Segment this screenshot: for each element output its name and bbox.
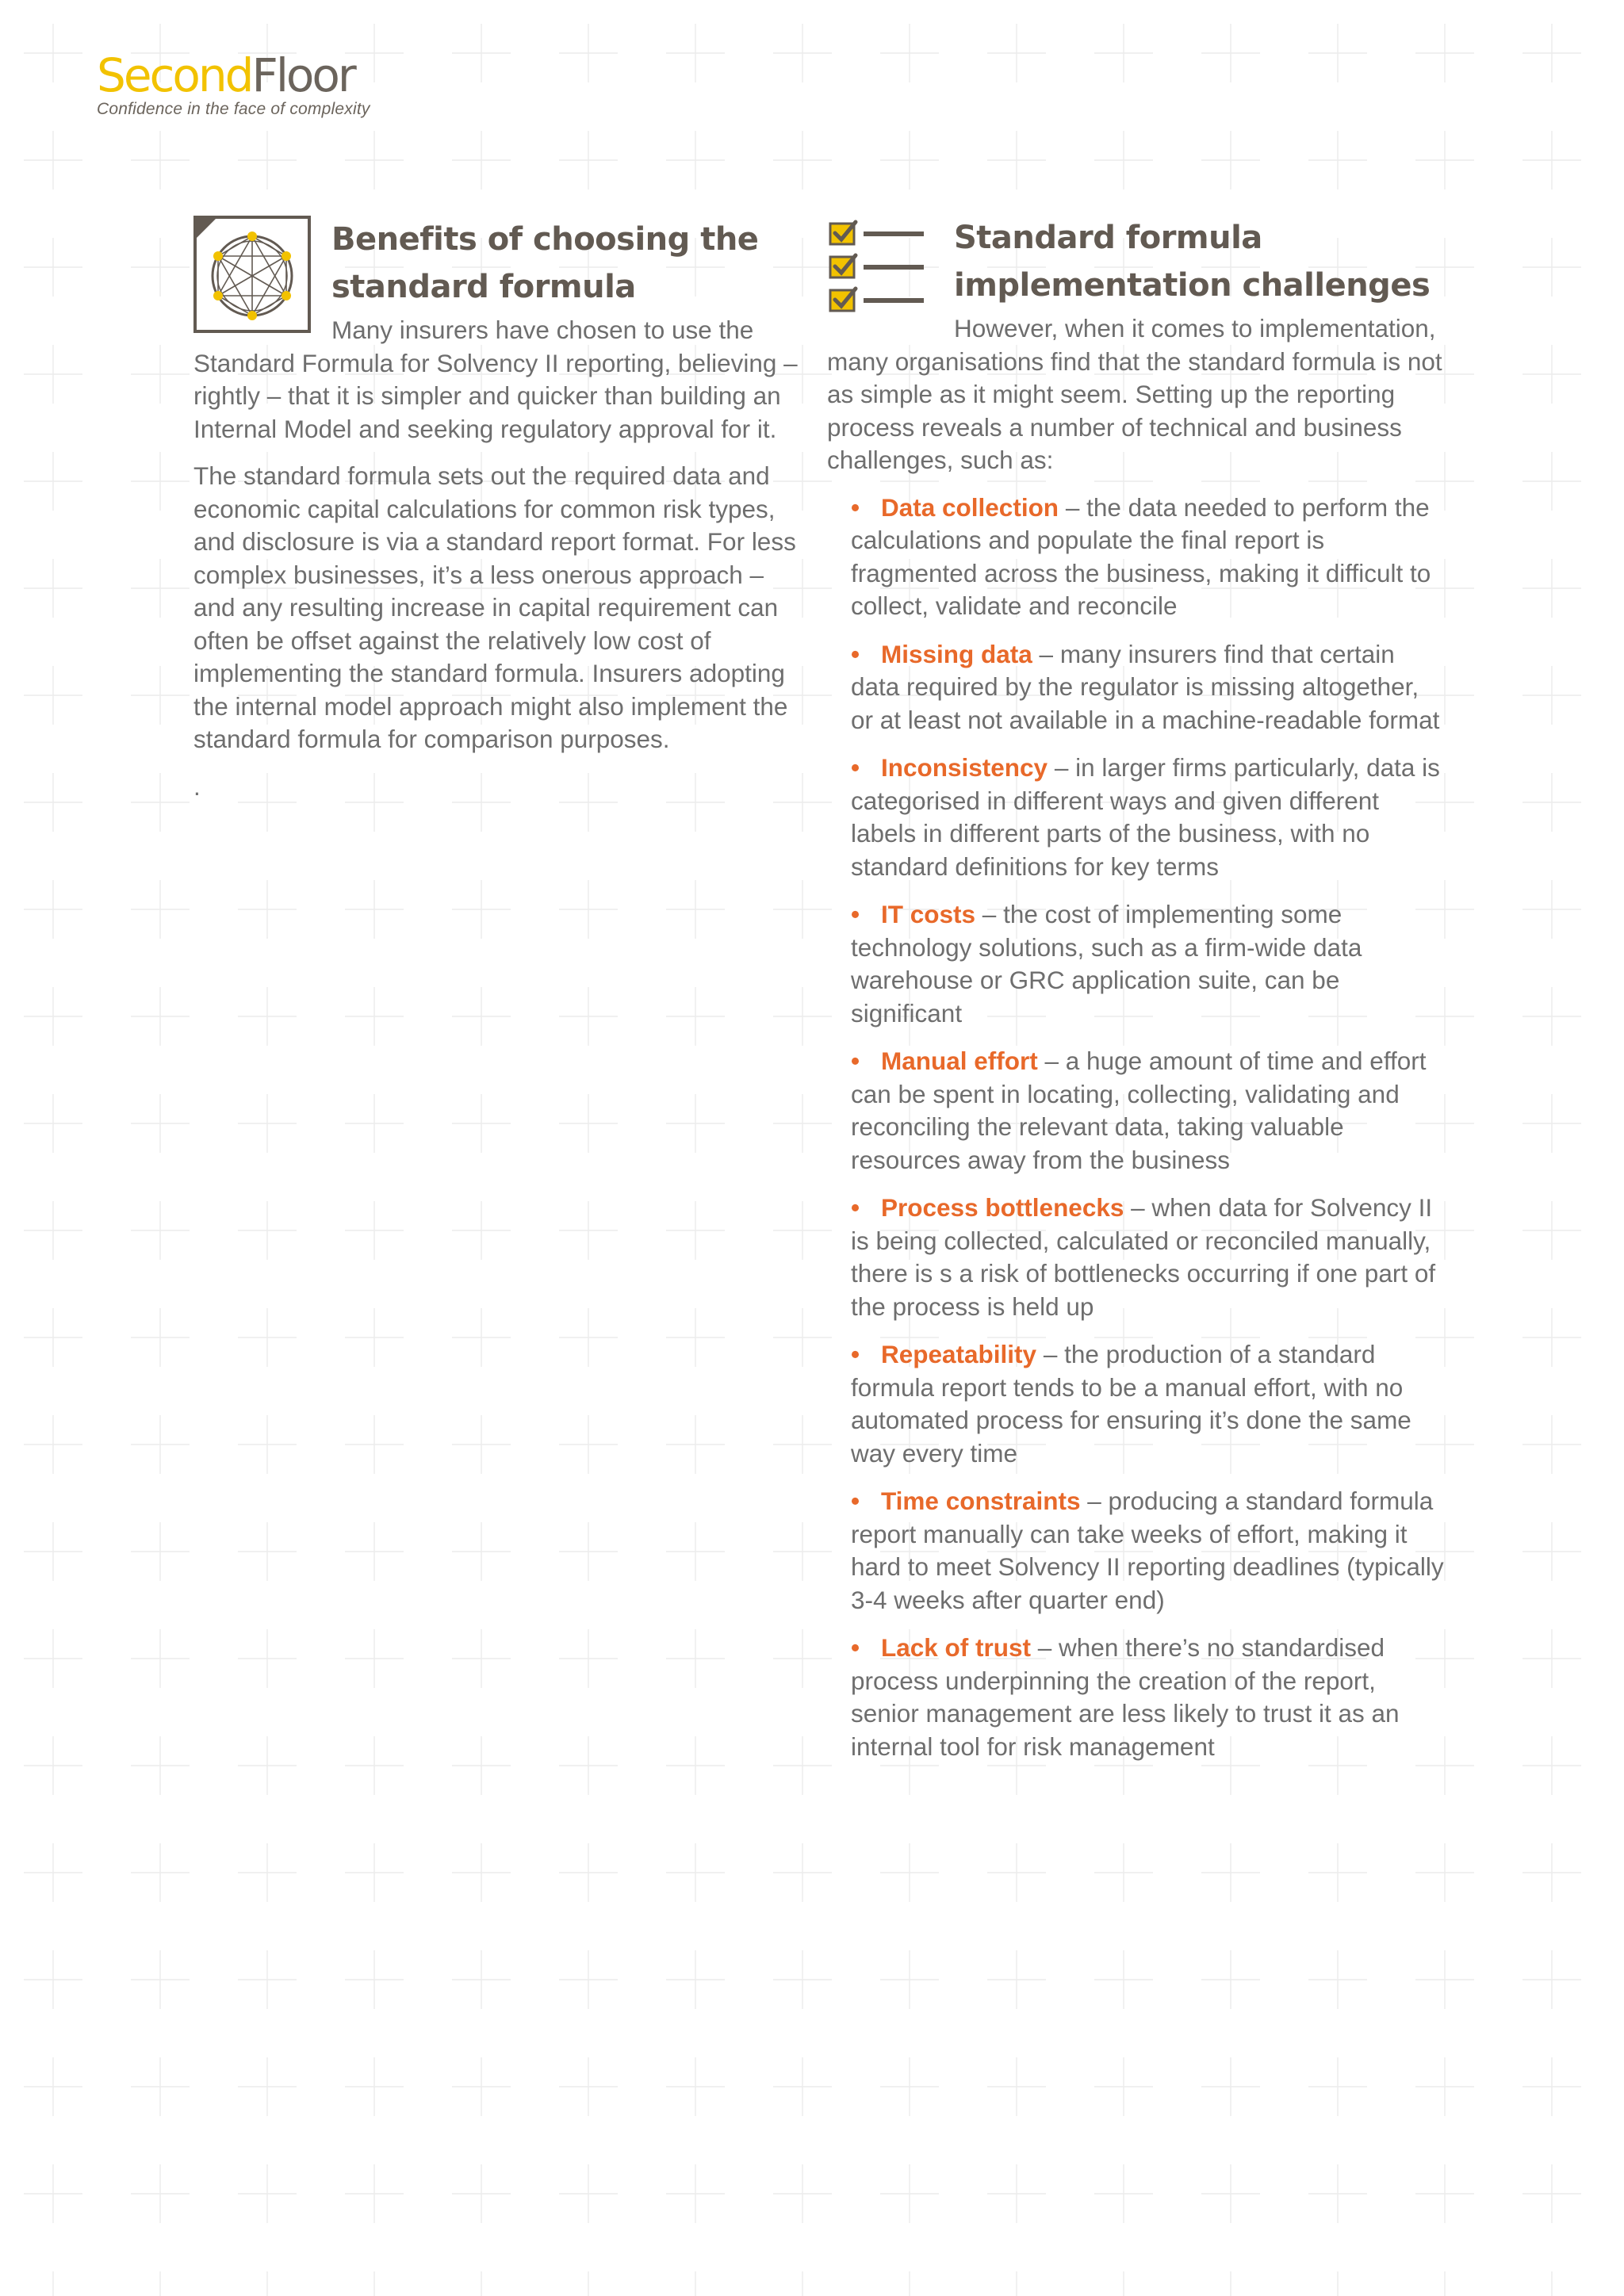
bullet-text: – in larger firms particularly, data is categorised in different ways and given different labels in different parts of the business, with no standard definitions for key terms (851, 753, 1440, 881)
bullet-title: Data collection (881, 492, 1059, 522)
benefits-paragraph-2: The standard formula sets out the required data and economic capital calculations for common risk types, and disclosure is via a standard report format. For less complex businesses, it’s a less onerous approach – and any resulting increase in capital requirement can often be offset against the relatively low cost of implementing the standard formula. Insurers adopting the internal model approach might also implement the standard formula for comparison purposes. (193, 461, 796, 753)
bullet-text: – producing a standard formula report manually can take weeks of effort, making it hard to meet Solvency II reporting deadlines (typically 3-4 weeks after quarter end) (851, 1487, 1444, 1614)
list-item (851, 1485, 1446, 1617)
bullet-text: – many insurers find that certain data required by the regulator is missing altogether, or at least not available in a machine-readable format (851, 639, 1440, 734)
bullet-title: Inconsistency (881, 753, 1048, 782)
challenges-list (851, 492, 1446, 1764)
list-item (851, 752, 1446, 883)
challenges-heading-line2: implementation challenges (954, 267, 1431, 304)
logo-floor: Floor (251, 48, 354, 102)
bullet-icon: • (851, 1633, 860, 1662)
bullet-title: Manual effort (881, 1047, 1038, 1075)
list-item (851, 1632, 1446, 1763)
bullet-title: IT costs (881, 900, 976, 928)
bullet-icon: • (851, 639, 860, 668)
bullet-text: – the data needed to perform the calculations and populate the final report is fragmented across the business, making it difficult to collect, validate and reconcile (851, 492, 1431, 620)
bullet-icon: • (851, 900, 860, 928)
bullet-icon: • (851, 753, 860, 782)
list-item (851, 492, 1446, 623)
list-item (851, 898, 1446, 1030)
checklist-icon (827, 216, 930, 319)
benefits-section (193, 216, 804, 803)
logo-second: Second (97, 48, 252, 102)
list-item (851, 1338, 1446, 1470)
bullet-icon: • (851, 1340, 860, 1368)
benefits-heading-line1: Benefits of choosing the (331, 221, 759, 258)
logo (97, 49, 370, 119)
bullet-title: Time constraints (881, 1487, 1081, 1515)
list-item (851, 638, 1446, 737)
bullet-text: – a huge amount of time and effort can be spent in locating, collecting, validating and reconciling the relevant data, taking valuable resources away from the business (851, 1047, 1427, 1174)
bullet-text: – when there’s no standardised process underpinning the creation of the report, senior management are less likely to trust it as an internal tool for risk management (851, 1633, 1400, 1761)
bullet-text: – the production of a standard formula report tends to be a manual effort, with no automated process for ensuring it’s done the same way every time (851, 1340, 1411, 1468)
bullet-icon: • (851, 492, 860, 522)
logo-tagline: Confidence in the face of complexity (97, 100, 370, 118)
bullet-title: Missing data (881, 639, 1032, 668)
bullet-icon: • (851, 1193, 860, 1222)
list-item (851, 1192, 1446, 1323)
network-diagram-icon (193, 216, 311, 333)
bullet-icon: • (851, 1487, 860, 1515)
bullet-text: – when data for Solvency II is being collected, calculated or reconciled manually, there is s a risk of bottlenecks occurring if one part of the process is held up (851, 1193, 1436, 1321)
challenges-heading-line1: Standard formula (954, 220, 1262, 256)
bullet-title: Process bottlenecks (881, 1193, 1124, 1222)
bullet-icon: • (851, 1047, 860, 1075)
challenges-intro: However, when it comes to implementation, many organisations find that the standard formula is not as simple as it might seem. Setting up the reporting process reveals a number of technical and business challenges, such as: (827, 314, 1442, 474)
benefits-heading-line2: standard formula (331, 269, 636, 305)
challenges-section (827, 216, 1446, 1778)
bullet-text: – the cost of implementing some technology solutions, such as a firm-wide data warehouse or GRC application suite, can be significant (851, 900, 1362, 1027)
list-item (851, 1045, 1446, 1177)
bullet-title: Repeatability (881, 1340, 1037, 1368)
stray-dot: . (193, 771, 201, 801)
logo-wordmark (97, 49, 370, 101)
benefits-paragraph-1: Many insurers have chosen to use the Standard Formula for Solvency II reporting, believing – rightly – that it is simpler and quicker than building an Internal Model and seeking regulatory approval for it. (193, 316, 798, 443)
bullet-title: Lack of trust (881, 1633, 1032, 1662)
